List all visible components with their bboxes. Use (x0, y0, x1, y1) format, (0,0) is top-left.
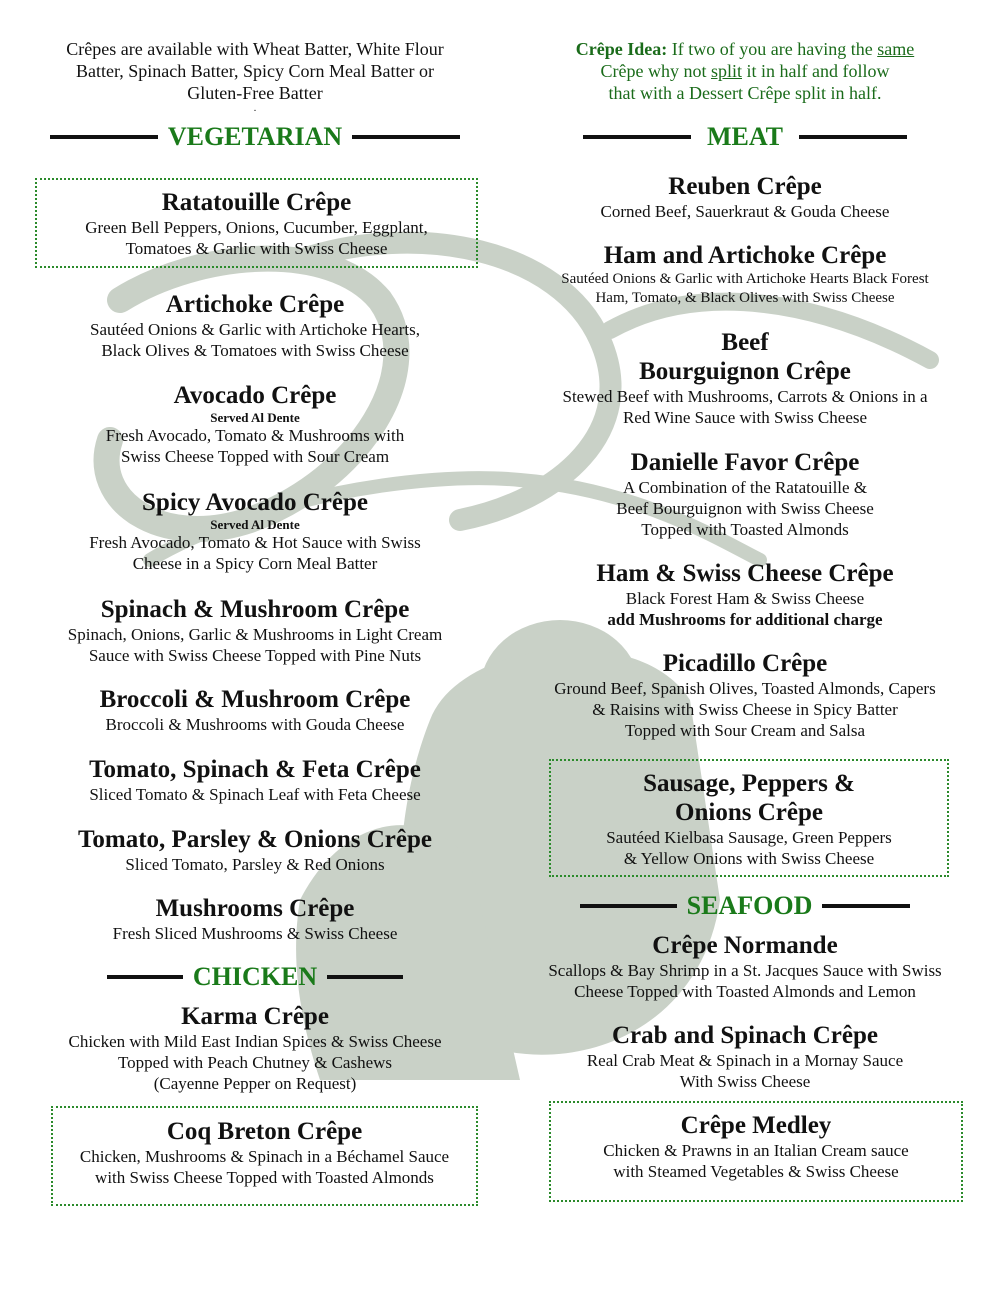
menu-item: Karma Crêpe Chicken with Mild East Indian Spices & Swiss Cheese Topped with Peach Chutney & Cashews (Cayenne Pepper on Request) (68, 1003, 442, 1093)
crepe-idea: Crêpe Idea: If two of you are having the same Crêpe why not split it in half and follow that with a Dessert Crêpe split in half. (575, 39, 915, 103)
section-header-vegetarian: VEGETARIAN (40, 122, 470, 152)
menu-item: Ham & Swiss Cheese Crêpe Black Forest Ham & Swiss Cheese add Mushrooms for additional charge (596, 560, 894, 629)
menu-item: Picadillo Crêpe Ground Beef, Spanish Olives, Toasted Almonds, Capers & Raisins with Swiss Cheese in Spicy Batter Topped with Sour Cream and Salsa (554, 650, 936, 740)
divider (352, 135, 460, 139)
menu-item: Crêpe Normande Scallops & Bay Shrimp in a St. Jacques Sauce with Swiss Cheese Topped with Toasted Almonds and Lemon (548, 932, 942, 1001)
section-header-chicken: CHICKEN (40, 962, 470, 992)
menu-item: Tomato, Spinach & Feta Crêpe Sliced Tomato & Spinach Leaf with Feta Cheese (89, 756, 421, 804)
menu-item: Ham and Artichoke Crêpe Sautéed Onions & Garlic with Artichoke Hearts Black Forest Ham, Tomato, & Black Olives with Swiss Cheese (561, 242, 929, 306)
menu-item: Artichoke Crêpe Sautéed Onions & Garlic with Artichoke Hearts, Black Olives & Tomatoes with Swiss Cheese (89, 291, 420, 360)
batter-info: Crêpes are available with Wheat Batter, White Flour Batter, Spinach Batter, Spicy Corn Meal Batter or Gluten-Free Batter . (66, 39, 444, 114)
divider (327, 975, 403, 979)
menu-item: Avocado Crêpe Served Al Dente Fresh Avocado, Tomato & Mushrooms with Swiss Cheese Topped with Sour Cream (105, 382, 405, 466)
divider (580, 904, 677, 908)
divider (583, 135, 691, 139)
divider (50, 135, 158, 139)
section-header-meat: MEAT (535, 122, 955, 152)
menu-item: Mushrooms Crêpe Fresh Sliced Mushrooms & Swiss Cheese (112, 895, 398, 943)
menu-item: Broccoli & Mushroom Crêpe Broccoli & Mushrooms with Gouda Cheese (99, 686, 411, 734)
divider (799, 135, 907, 139)
menu-item: Crab and Spinach Crêpe Real Crab Meat & Spinach in a Mornay Sauce With Swiss Cheese (586, 1022, 904, 1091)
divider (822, 904, 910, 908)
section-header-seafood: SEAFOOD (535, 891, 955, 921)
featured-item-box: Crêpe Medley Chicken & Prawns in an Italian Cream sauce with Steamed Vegetables & Swiss Cheese (549, 1101, 963, 1202)
menu-item: Reuben Crêpe Corned Beef, Sauerkraut & Gouda Cheese (600, 173, 890, 221)
featured-item-box: Sausage, Peppers & Onions Crêpe Sautéed Kielbasa Sausage, Green Peppers & Yellow Onions with Swiss Cheese (549, 759, 949, 877)
menu-item: Spinach & Mushroom Crêpe Spinach, Onions, Garlic & Mushrooms in Light Cream Sauce with Swiss Cheese Topped with Pine Nuts (67, 596, 443, 665)
divider (107, 975, 183, 979)
menu-item: Tomato, Parsley & Onions Crêpe Sliced Tomato, Parsley & Red Onions (78, 826, 432, 874)
featured-item-box: Coq Breton Crêpe Chicken, Mushrooms & Spinach in a Béchamel Sauce with Swiss Cheese Topped with Toasted Almonds (51, 1106, 478, 1206)
menu-item: Spicy Avocado Crêpe Served Al Dente Fresh Avocado, Tomato & Hot Sauce with Swiss Cheese in a Spicy Corn Meal Batter (89, 489, 421, 573)
featured-item-box: Ratatouille Crêpe Green Bell Peppers, Onions, Cucumber, Eggplant, Tomatoes & Garlic with Swiss Cheese (35, 178, 478, 268)
menu-item: Danielle Favor Crêpe A Combination of the Ratatouille & Beef Bourguignon with Swiss Cheese Topped with Toasted Almonds (616, 449, 874, 539)
menu-item: Beef Bourguignon Crêpe Stewed Beef with Mushrooms, Carrots & Onions in a Red Wine Sauce with Swiss Cheese (562, 329, 928, 427)
